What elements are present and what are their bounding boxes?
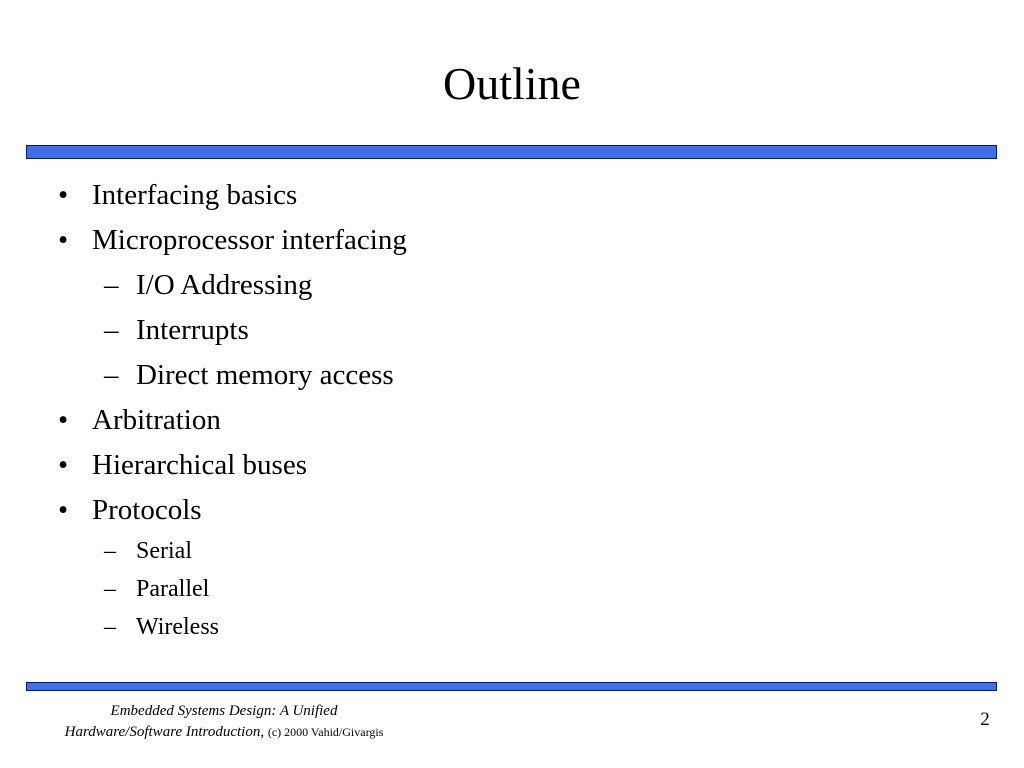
list-item xyxy=(58,493,202,527)
bullet-marker: • xyxy=(58,179,69,211)
list-item xyxy=(58,178,298,212)
bottom-divider-bar xyxy=(26,682,997,691)
dash-marker: – xyxy=(104,576,116,602)
dash-marker: – xyxy=(104,269,119,301)
bullet-marker: • xyxy=(58,404,69,436)
list-item xyxy=(104,575,210,603)
list-item-text: Parallel xyxy=(136,576,210,602)
list-item xyxy=(104,358,394,392)
dash-marker: – xyxy=(104,614,116,640)
list-item-text: I/O Addressing xyxy=(136,269,313,301)
footer-book-title: Embedded Systems Design: A Unified xyxy=(110,703,338,719)
list-item-text: Serial xyxy=(136,538,192,564)
list-item xyxy=(104,613,220,641)
slide-title: Outline xyxy=(443,58,581,109)
list-item-text: Interfacing basics xyxy=(92,179,298,211)
page-number: 2 xyxy=(980,709,990,730)
list-item xyxy=(104,537,192,565)
footer-copyright: (c) 2000 Vahid/Givargis xyxy=(267,725,384,739)
dash-marker: – xyxy=(104,314,119,346)
dash-marker: – xyxy=(104,359,119,391)
list-item xyxy=(58,448,307,482)
list-item-text: Protocols xyxy=(92,494,202,526)
list-item xyxy=(104,313,249,347)
list-item-text: Arbitration xyxy=(92,404,221,436)
list-item xyxy=(104,268,313,302)
list-item-text: Wireless xyxy=(136,614,220,640)
dash-marker: – xyxy=(104,538,116,564)
list-item-text: Direct memory access xyxy=(136,359,394,391)
list-item xyxy=(58,223,407,257)
bullet-marker: • xyxy=(58,449,69,481)
list-item-text: Microprocessor interfacing xyxy=(92,224,407,256)
footer-book-subtitle: Hardware/Software Introduction, xyxy=(64,724,265,740)
list-item-text: Interrupts xyxy=(136,314,249,346)
bullet-marker: • xyxy=(58,494,69,526)
list-item xyxy=(58,403,221,437)
bullet-marker: • xyxy=(58,224,69,256)
list-item-text: Hierarchical buses xyxy=(92,449,307,481)
footer-citation xyxy=(34,701,414,743)
